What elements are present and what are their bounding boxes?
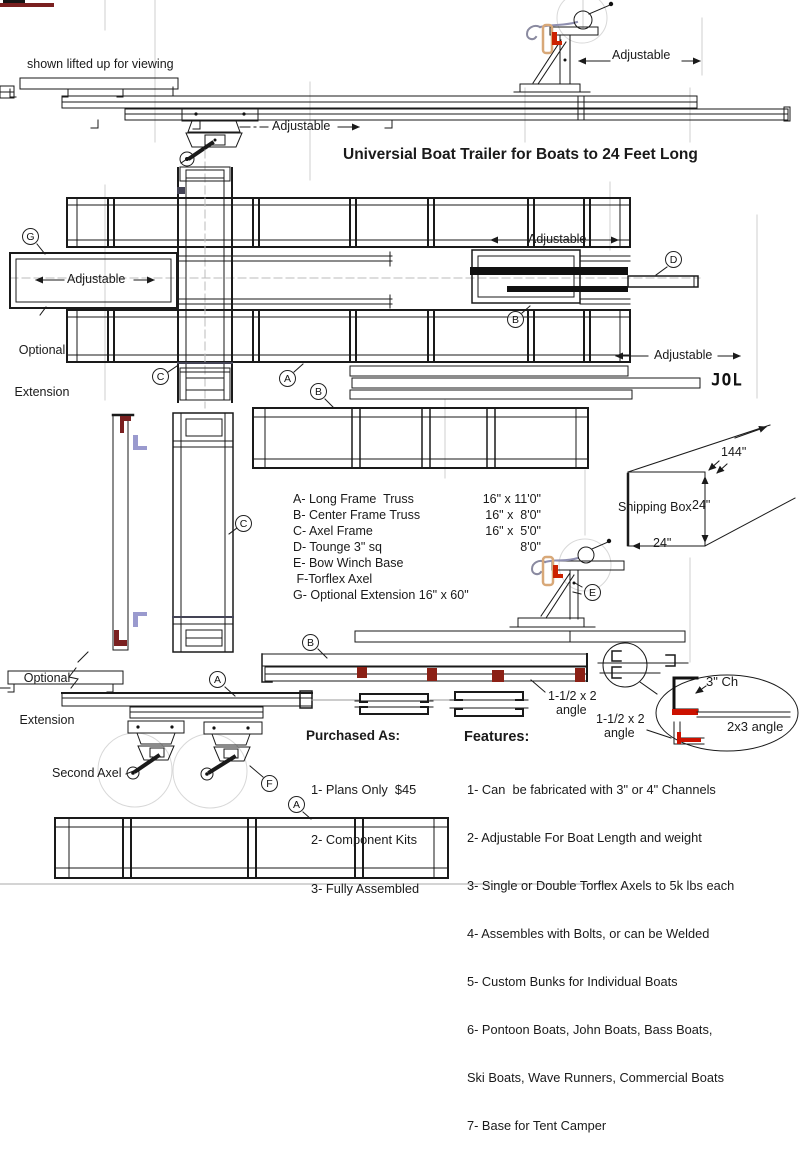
feature-item: 3- Single or Double Torflex Axels to 5k lbs each [467, 878, 735, 893]
callout-C-plan: C [152, 368, 169, 385]
purchased-item: 2- Component Kits [311, 831, 417, 847]
feature-item: 6- Pontoon Boats, John Boats, Bass Boats, [467, 1022, 713, 1037]
adjustable-label-bars: Adjustable [654, 348, 713, 362]
callout-A-rail: A [209, 671, 226, 688]
callout-B-tongue: B [507, 311, 524, 328]
adjustable-arrows [36, 61, 740, 356]
angle-label-2: 1-1/2 x 2 [596, 712, 645, 726]
callout-G: G [22, 228, 39, 245]
part-size: 16" x 8'0" [485, 508, 541, 522]
feature-item: 1- Can be fabricated with 3" or 4" Channels [467, 782, 716, 797]
part-label: A- Long Frame Truss [293, 492, 414, 506]
feature-item: 5- Custom Bunks for Individual Boats [467, 974, 678, 989]
angle-word-2: angle [604, 726, 635, 740]
feature-item: 4- Assembles with Bolts, or can be Welded [467, 926, 710, 941]
callout-B-rail: B [302, 634, 319, 651]
parts-row [293, 555, 541, 571]
adjustable-label-tongue: Adjustable [528, 232, 587, 246]
dim-24-height: 24" [692, 498, 711, 512]
part-size [451, 587, 541, 603]
adjustable-label-winch: Adjustable [612, 48, 671, 62]
callout-E: E [584, 584, 601, 601]
dim-144: 144" [721, 445, 747, 459]
optional-line1: Optional [18, 343, 66, 357]
part-size [451, 555, 541, 571]
stacked-bars [350, 366, 700, 399]
side-channel-bar [113, 415, 147, 650]
parts-row [293, 587, 541, 603]
part-size: 8'0" [520, 540, 541, 554]
second-axel-label: Second Axel [52, 766, 122, 780]
ghost-circles [98, 0, 611, 808]
adjustable-label-axle: Adjustable [272, 119, 331, 133]
part-size: 16" x 11'0" [482, 492, 541, 506]
bow-winch-top [514, 2, 613, 92]
features-heading: Features: [464, 729, 530, 745]
purchased-item: 3- Fully Assembled [311, 881, 420, 896]
part-size: 16" x 5'0" [485, 524, 541, 538]
parts-row [293, 523, 541, 539]
note-shown-lifted: shown lifted up for viewing [27, 57, 174, 71]
part-label: B- Center Frame Truss [293, 508, 421, 522]
angle-word-1: angle [556, 703, 587, 717]
part-label: F-Torflex Axel [293, 572, 373, 586]
torflex-axle-side-view [180, 108, 258, 166]
purchased-list [311, 749, 419, 914]
features-list [467, 750, 734, 1150]
axel-frame-view [173, 413, 233, 652]
feature-item: 2- Adjustable For Boat Length and weight [467, 830, 702, 845]
dim-24-width: 24" [653, 536, 672, 550]
part-label: D- Tounge 3" sq [293, 540, 382, 554]
part-label: G- Optional Extension 16" x 60" [293, 588, 469, 602]
optional-extension-note-bottom [12, 643, 82, 741]
parts-row [293, 571, 541, 587]
callout-C-frame: C [235, 515, 252, 532]
b-rail-bottom [262, 631, 688, 694]
adjustable-label-extension: Adjustable [67, 272, 126, 286]
callout-B-truss: B [310, 383, 327, 400]
optional-line2: Extension [19, 713, 75, 727]
part-label: C- Axel Frame [293, 524, 373, 538]
optional-extension-note-top [4, 315, 80, 413]
jol-logo: JOL [711, 369, 743, 390]
part-size [451, 571, 541, 587]
shipping-box-label: Shipping Box [618, 500, 692, 514]
shipping-box-sketch [628, 425, 795, 546]
corner-red-mark [0, 0, 54, 7]
optional-line2: Extension [14, 385, 70, 399]
parts-row [293, 491, 541, 507]
angle-label-1: 1-1/2 x 2 [548, 689, 597, 703]
optional-line1: Optional [23, 671, 71, 685]
center-truss-side-view [253, 408, 588, 468]
purchased-item: 1- Plans Only $45 [311, 782, 417, 797]
part-label: E- Bow Winch Base [293, 556, 404, 570]
parts-row [293, 507, 541, 523]
callout-F: F [261, 775, 278, 792]
lifted-bunk-bar [0, 78, 178, 98]
parts-list [293, 491, 541, 603]
channel-3-label: 3" Ch [706, 674, 739, 689]
callout-A-plan: A [279, 370, 296, 387]
double-axles [126, 721, 262, 780]
callout-A-bottom: A [288, 796, 305, 813]
feature-item: Ski Boats, Wave Runners, Commercial Boats [467, 1070, 724, 1085]
parts-row [293, 539, 541, 555]
page-title: Universial Boat Trailer for Boats to 24 Feet Long [343, 146, 698, 163]
side-view-rails [62, 96, 790, 129]
feature-item: 7- Base for Tent Camper [467, 1118, 607, 1133]
angle-2x3-label: 2x3 angle [727, 719, 784, 734]
callout-D: D [665, 251, 682, 268]
purchased-heading: Purchased As: [306, 728, 401, 743]
